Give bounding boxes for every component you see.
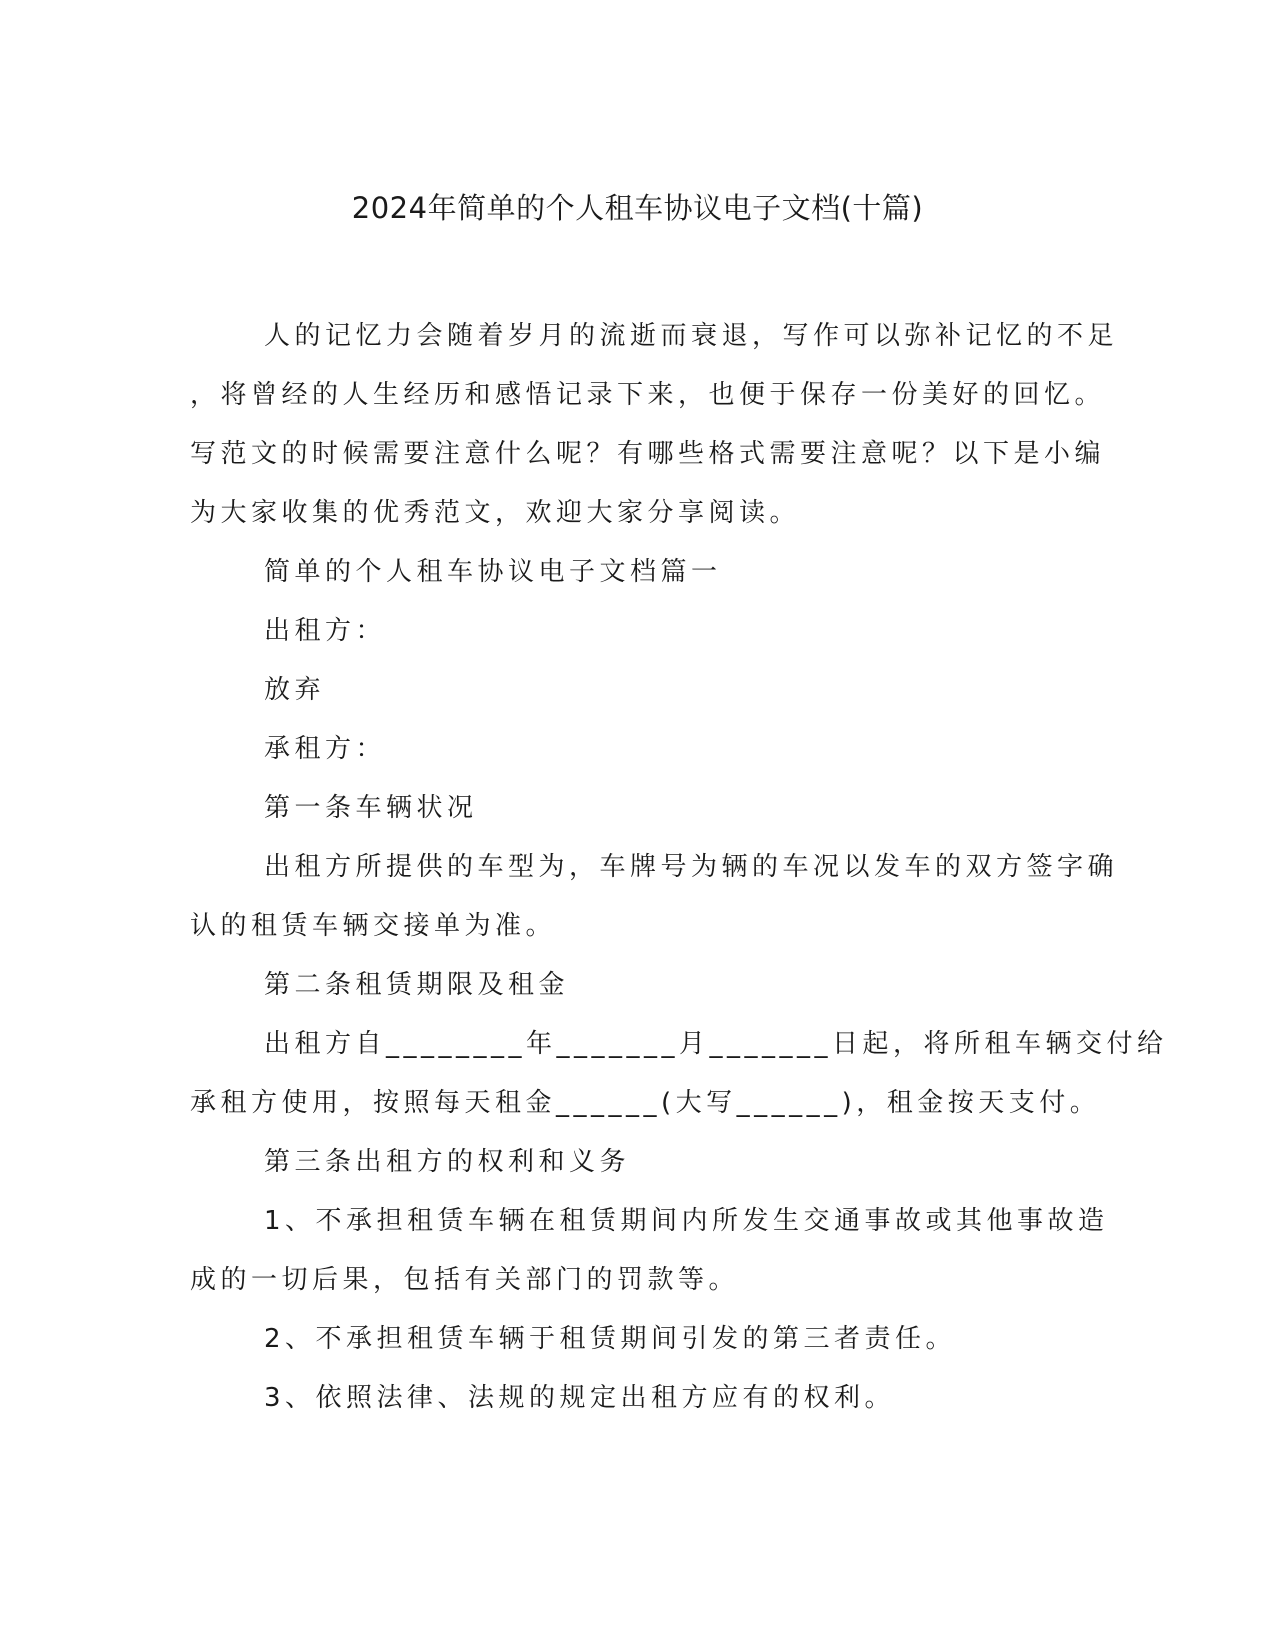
clause-heading: 第一条车辆状况: [264, 793, 478, 823]
paragraph-line: 承租方：: [264, 734, 387, 764]
paragraph-line: 出租方：: [264, 616, 387, 646]
paragraph-line: 成的一切后果，包括有关部门的罚款等。: [190, 1265, 740, 1295]
paragraph-line: 为大家收集的优秀范文，欢迎大家分享阅读。: [190, 498, 801, 528]
document-title: 2024年简单的个人租车协议电子文档(十篇): [351, 191, 924, 225]
paragraph-line: 出租方自________年_______月_______日起，将所租车辆交付给: [264, 1029, 1168, 1059]
section-heading: 简单的个人租车协议电子文档篇一: [264, 557, 722, 587]
paragraph-line: 写范文的时候需要注意什么呢？有哪些格式需要注意呢？以下是小编: [190, 439, 1106, 469]
paragraph-line: 出租方所提供的车型为，车牌号为辆的车况以发车的双方签字确: [264, 852, 1119, 882]
paragraph-line: 人的记忆力会随着岁月的流逝而衰退，写作可以弥补记忆的不足: [264, 321, 1119, 351]
paragraph-line: ，将曾经的人生经历和感悟记录下来，也便于保存一份美好的回忆。: [190, 380, 1106, 410]
paragraph-line: 放弃: [264, 675, 326, 705]
paragraph-line: 认的租赁车辆交接单为准。: [190, 911, 557, 941]
clause-heading: 第二条租赁期限及租金: [264, 970, 570, 1000]
clause-heading: 第三条出租方的权利和义务: [264, 1147, 631, 1177]
paragraph-line: 2、不承担租赁车辆于租赁期间引发的第三者责任。: [264, 1324, 957, 1354]
paragraph-line: 3、依照法律、法规的规定出租方应有的权利。: [264, 1383, 896, 1413]
paragraph-line: 1、不承担租赁车辆在租赁期间内所发生交通事故或其他事故造: [264, 1206, 1109, 1236]
paragraph-line: 承租方使用，按照每天租金______(大写______)，租金按天支付。: [190, 1088, 1101, 1118]
